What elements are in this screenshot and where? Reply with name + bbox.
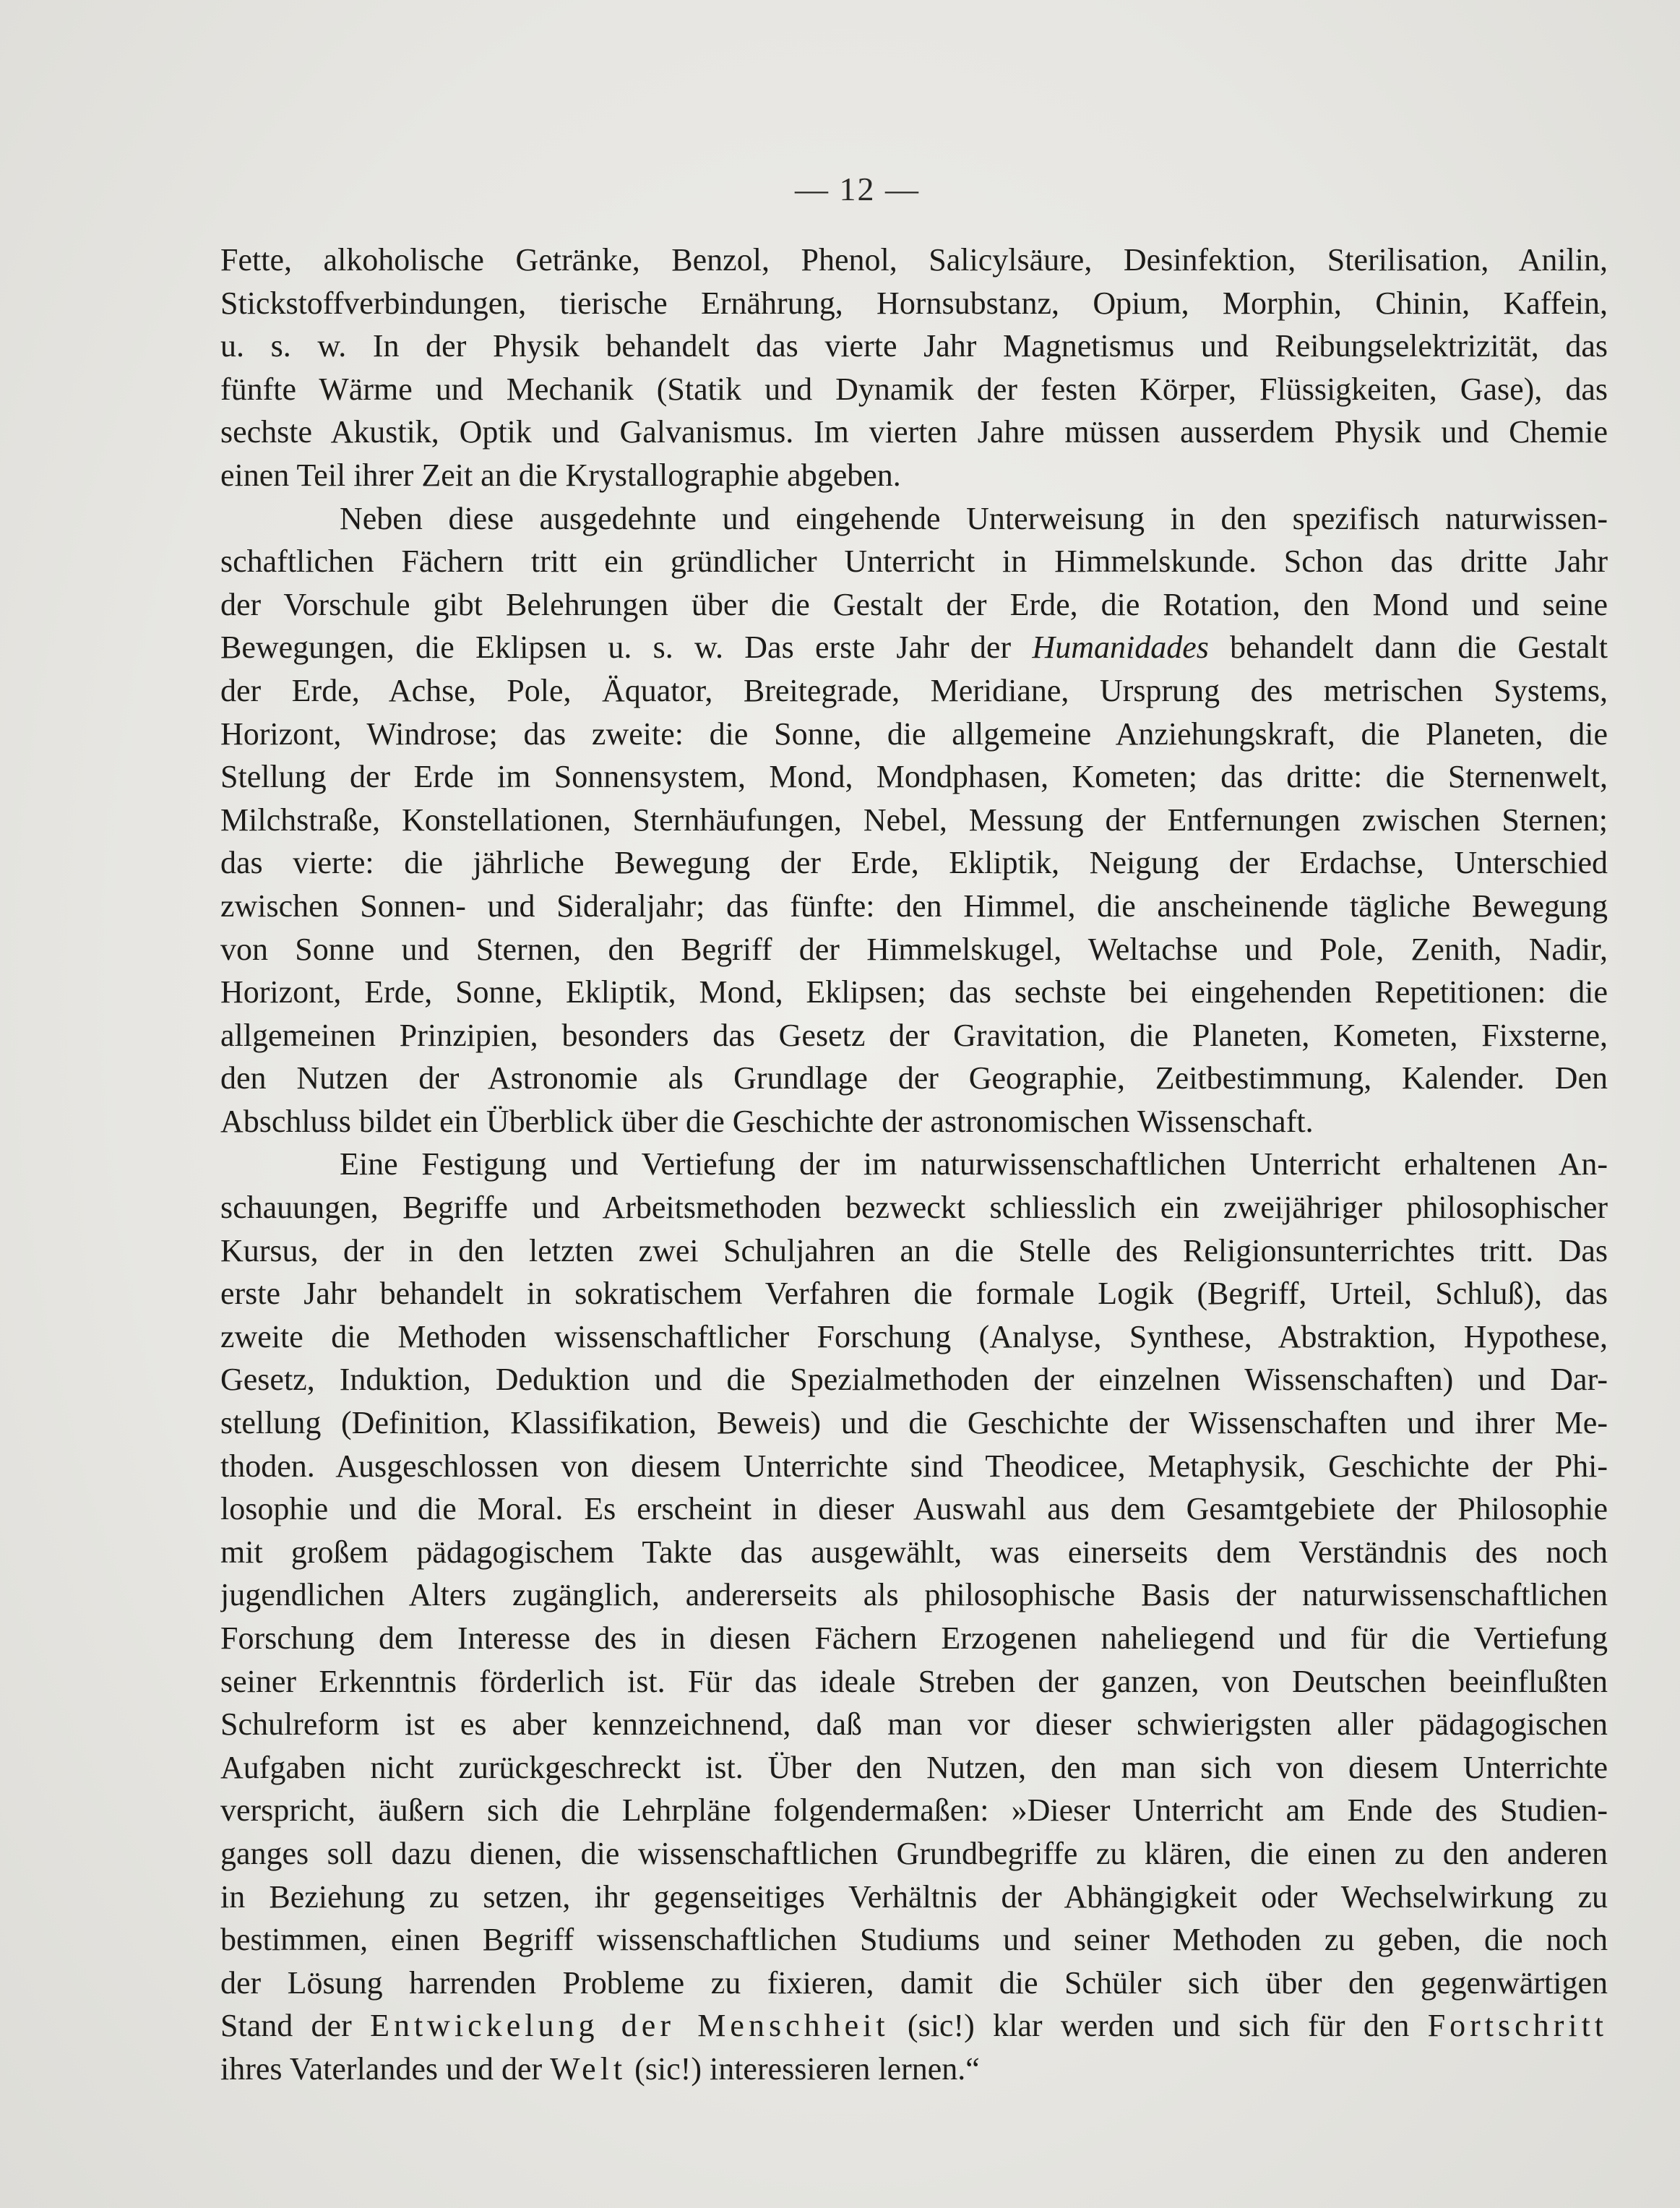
spaced-term: Fortschritt <box>1427 2008 1608 2044</box>
text-line <box>220 626 1608 669</box>
text-line: das vierte: die jährliche Bewegung der Erde, Ekliptik, Neigung der Erdachse, Unterschied <box>220 845 1608 881</box>
text-line: bestimmen, einen Begriff wissenschaftlichen Studiums und seiner Methoden zu geben, die noch <box>220 1922 1608 1958</box>
text-line: Schulreform ist es aber kennzeichnend, daß man vor dieser schwierigsten aller pädagogischen <box>220 1706 1608 1743</box>
text-line: Horizont, Windrose; das zweite: die Sonne, die allgemeine Anziehungskraft, die Planeten, die <box>220 716 1608 752</box>
text-line: fünfte Wärme und Mechanik (Statik und Dynamik der festen Körper, Flüssigkeiten, Gase), das <box>220 371 1608 407</box>
text-line: Milchstraße, Konstellationen, Sternhäufungen, Nebel, Messung der Entfernungen zwischen Sternen; <box>220 802 1608 838</box>
text-line <box>220 2048 1608 2091</box>
text-line: schaftlichen Fächern tritt ein gründlicher Unterricht in Himmelskunde. Schon das dritte Jahr <box>220 544 1608 580</box>
text-line: schauungen, Begriffe und Arbeitsmethoden bezweckt schliesslich ein zweijähriger philosophischer <box>220 1190 1608 1226</box>
text-line: Eine Festigung und Vertiefung der im naturwissenschaftlichen Unterricht erhaltenen An- <box>340 1146 1608 1182</box>
text-line: jugendlichen Alters zugänglich, andererseits als philosophische Basis der naturwissenschaftlichen <box>220 1577 1608 1613</box>
spaced-term: Welt <box>550 2050 627 2087</box>
text-line: zwischen Sonnen- und Sideraljahr; das fünfte: den Himmel, die anscheinende tägliche Bewegung <box>220 888 1608 924</box>
text-segment: (sic!) klar werden und sich für den <box>889 2008 1428 2044</box>
text-line: ganges soll dazu dienen, die wissenschaftlichen Grundbegriffe zu klären, die einen zu den anderen <box>220 1835 1608 1871</box>
text-line: thoden. Ausgeschlossen von diesem Unterrichte sind Theodicee, Metaphysik, Geschichte der Phi- <box>220 1448 1608 1484</box>
text-line: stellung (Definition, Klassifikation, Beweis) und die Geschichte der Wissenschaften und ihrer Me- <box>220 1405 1608 1441</box>
text-segment: ihres Vaterlandes und der <box>220 2050 551 2087</box>
text-line: Stellung der Erde im Sonnensystem, Mond, Mondphasen, Kometen; das dritte: die Sternenwelt, <box>220 759 1608 795</box>
text-line: Neben diese ausgedehnte und eingehende Unterweisung in den spezifisch naturwissen- <box>340 500 1608 536</box>
text-line: der Lösung harrenden Probleme zu fixieren, damit die Schüler sich über den gegenwärtigen <box>220 1964 1608 2001</box>
text-line: Forschung dem Interesse des in diesen Fächern Erzogenen naheliegend und für die Vertiefung <box>220 1620 1608 1656</box>
text-line: losophie und die Moral. Es erscheint in dieser Auswahl aus dem Gesamtgebiete der Philosophie <box>220 1491 1608 1527</box>
page-number: — 12 — <box>795 171 920 207</box>
text-line: einen Teil ihrer Zeit an die Krystallographie abgeben. <box>220 457 901 493</box>
text-line: Stickstoffverbindungen, tierische Ernährung, Hornsubstanz, Opium, Morphin, Chinin, Kaffein, <box>220 285 1608 321</box>
text-line: den Nutzen der Astronomie als Grundlage der Geographie, Zeitbestimmung, Kalender. Den <box>220 1060 1608 1096</box>
text-line: Horizont, Erde, Sonne, Ekliptik, Mond, Eklipsen; das sechste bei eingehenden Repetitionen: die <box>220 974 1608 1010</box>
text-segment: Bewegungen, die Eklipsen u. s. w. Das erste Jahr der <box>220 630 1033 666</box>
text-line: Abschluss bildet ein Überblick über die Geschichte der astronomischen Wissenschaft. <box>220 1103 1314 1139</box>
text-line: verspricht, äußern sich die Lehrpläne folgendermaßen: »Dieser Unterricht am Ende des Studien- <box>220 1792 1608 1829</box>
text-line: Gesetz, Induktion, Deduktion und die Spezialmethoden der einzelnen Wissenschaften) und Dar- <box>220 1362 1608 1398</box>
body-text <box>220 239 1608 2091</box>
text-line: in Beziehung zu setzen, ihr gegenseitiges Verhältnis der Abhängigkeit oder Wechselwirkung zu <box>220 1878 1608 1915</box>
text-segment: behandelt dann die Gestalt <box>1208 630 1608 666</box>
text-line: Kursus, der in den letzten zwei Schuljahren an die Stelle des Religionsunterrichtes tritt. Das <box>220 1232 1608 1268</box>
text-line: Fette, alkoholische Getränke, Benzol, Phenol, Salicylsäure, Desinfektion, Sterilisation, Anilin, <box>220 242 1608 278</box>
text-segment: (sic!) interessieren lernen.“ <box>626 2050 980 2087</box>
text-line: mit großem pädagogischem Takte das ausgewählt, was einerseits dem Verständnis des noch <box>220 1534 1608 1570</box>
text-line <box>220 2004 1608 2048</box>
text-line: u. s. w. In der Physik behandelt das vierte Jahr Magnetismus und Reibungselektrizität, das <box>220 328 1608 364</box>
text-line: von Sonne und Sternen, den Begriff der Himmelskugel, Weltachse und Pole, Zenith, Nadir, <box>220 931 1608 967</box>
text-line: allgemeinen Prinzipien, besonders das Gesetz der Gravitation, die Planeten, Kometen, Fixsterne, <box>220 1017 1608 1053</box>
text-line: Aufgaben nicht zurückgeschreckt ist. Über den Nutzen, den man sich von diesem Unterrichte <box>220 1749 1608 1785</box>
text-line: der Vorschule gibt Belehrungen über die Gestalt der Erde, die Rotation, den Mond und seine <box>220 586 1608 622</box>
italic-term: Humanidades <box>1032 630 1209 666</box>
text-line: seiner Erkenntnis förderlich ist. Für das ideale Streben der ganzen, von Deutschen beeinflußten <box>220 1663 1608 1699</box>
text-line: der Erde, Achse, Pole, Äquator, Breitegrade, Meridiane, Ursprung des metrischen Systems, <box>220 672 1608 708</box>
text-segment: Stand der <box>220 2008 371 2044</box>
spaced-term: Entwickelung der Menschheit <box>370 2008 889 2044</box>
text-line: zweite die Methoden wissenschaftlicher Forschung (Analyse, Synthese, Abstraktion, Hypothese, <box>220 1318 1608 1354</box>
text-line: sechste Akustik, Optik und Galvanismus. Im vierten Jahre müssen ausserdem Physik und Chemie <box>220 414 1608 450</box>
text-line: erste Jahr behandelt in sokratischem Verfahren die formale Logik (Begriff, Urteil, Schluß), das <box>220 1276 1608 1312</box>
